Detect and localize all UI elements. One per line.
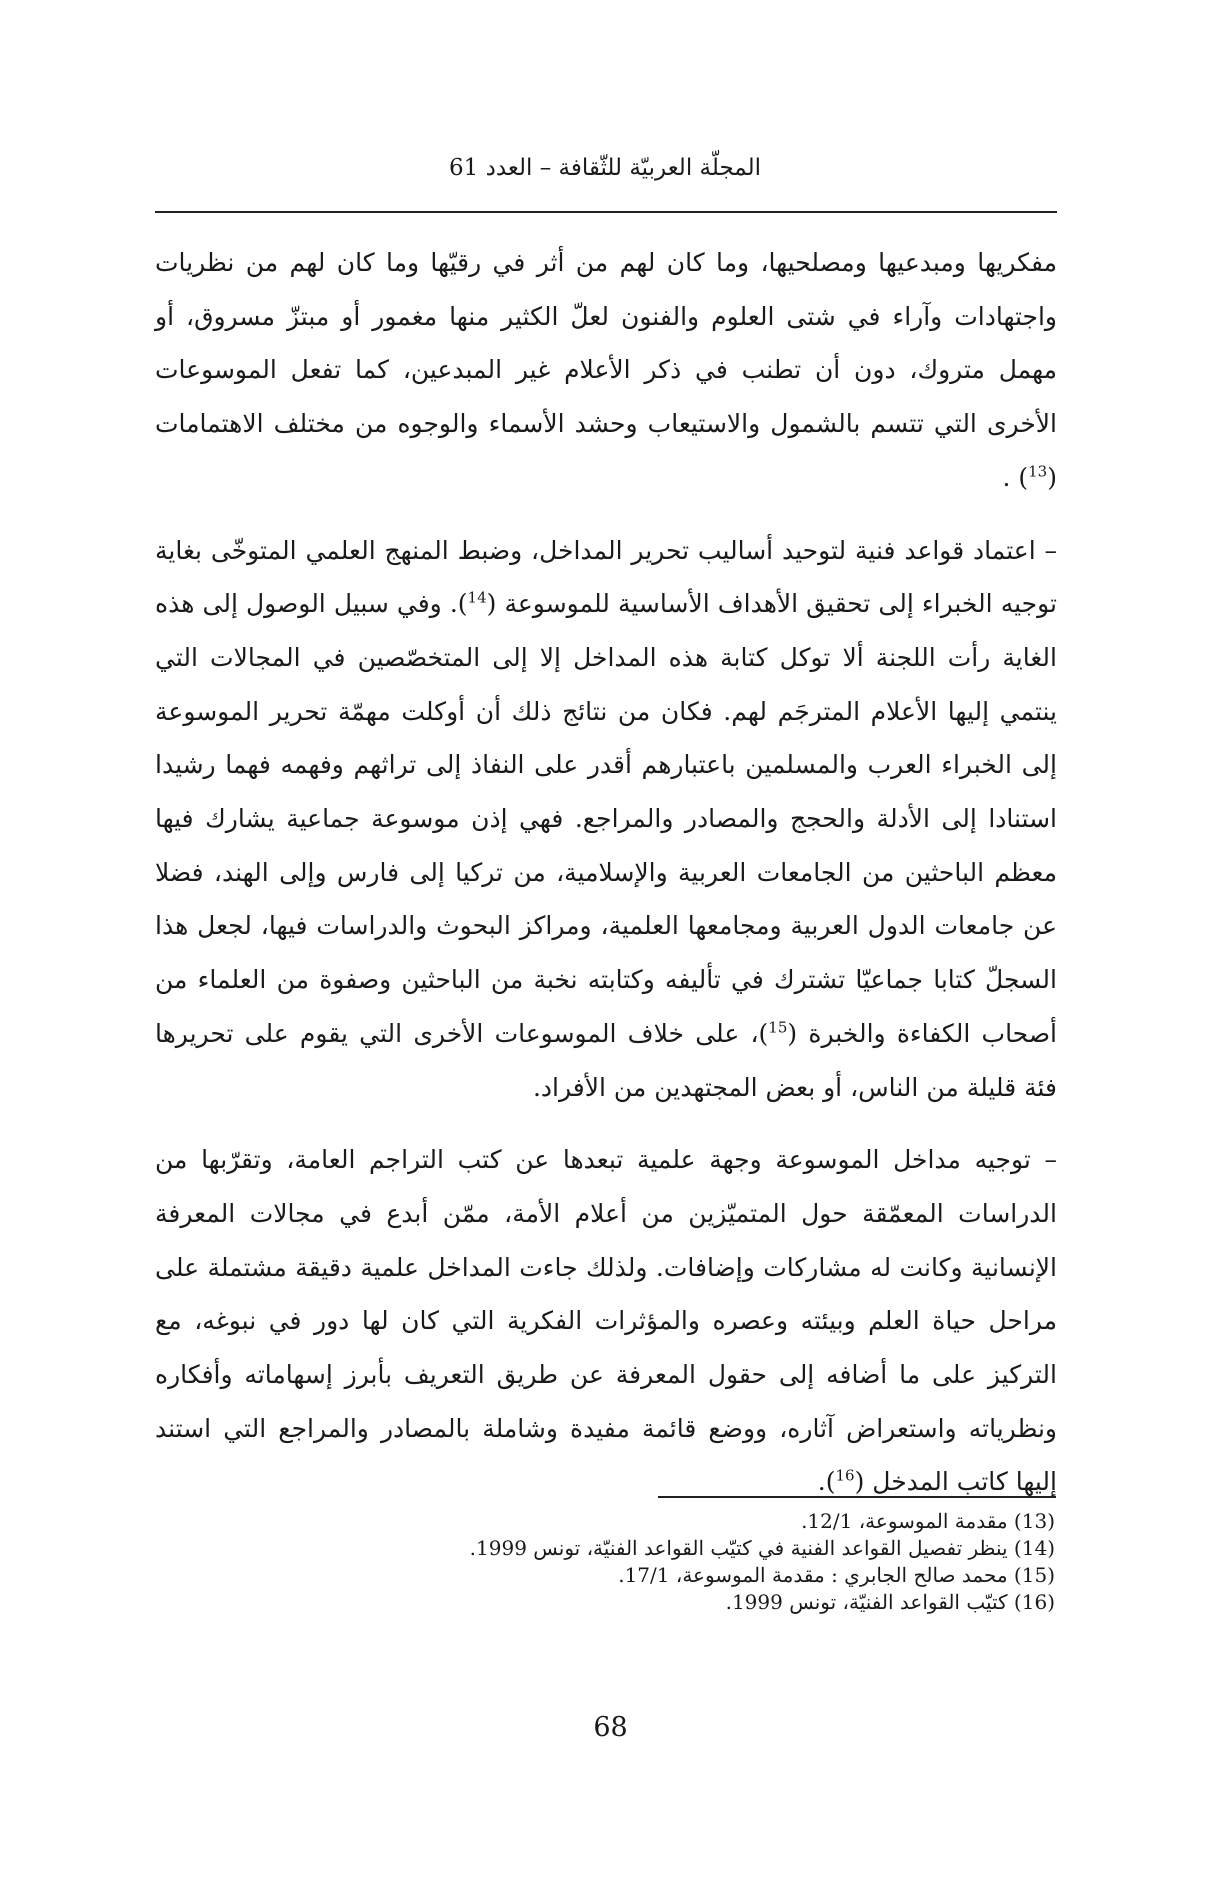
footnote-13: (13) مقدمة الموسوعة، 12/1. xyxy=(801,1509,1055,1533)
paragraph-1-text: مفكريها ومبدعيها ومصلحيها، وما كان لهم من أثر في رقيّها وما كان لهم من نظريات واجتهادات وآراء في شتى العلوم والفنون لعلّ الكثير منها مغمور أو مبتزّ مسروق، أو مهمل متروك، دون أن تطنب في ذكر الأعلام غير المبدعين، كما تفعل الموسوعات الأخرى التي تتسم بالشمول والاستيعاب وحشد الأسماء والوجوه من مختلف الاهتمامات ( xyxy=(155,248,1057,492)
footnote-16: (16) كتيّب القواعد الفنيّة، تونس 1999. xyxy=(725,1590,1055,1614)
paragraph-1-tail: ) . xyxy=(1002,462,1029,492)
footnotes xyxy=(155,1508,1055,1616)
footnote-divider xyxy=(658,1496,1056,1498)
paragraph-2-tail: )، على خلاف الموسوعات الأخرى التي يقوم على تحريرها فئة قليلة من الناس، أو بعض المجتهدين من الأفراد. xyxy=(155,1018,1057,1102)
header-divider xyxy=(155,211,1057,213)
paragraph-2-text: – اعتماد قواعد فنية لتوحيد أساليب تحرير المداخل، وضبط المنهج العلمي المتوخّى بغاية توجيه الخبراء إلى تحقيق الأهداف الأساسية للموسوعة ( xyxy=(155,535,1057,619)
paragraph-2 xyxy=(155,524,1057,1115)
paragraph-1 xyxy=(155,236,1057,505)
footnote-14: (14) ينظر تفصيل القواعد الفنية في كتيّب القواعد الفنيّة، تونس 1999. xyxy=(469,1536,1055,1560)
footnote-ref-14[interactable]: 14 xyxy=(467,588,487,607)
paragraph-3 xyxy=(155,1133,1057,1509)
footnote-ref-13[interactable]: 13 xyxy=(1028,462,1048,481)
footnote-ref-15[interactable]: 15 xyxy=(768,1018,788,1037)
paragraph-3-tail: ). xyxy=(817,1467,836,1497)
paragraph-3-text: – توجيه مداخل الموسوعة وجهة علمية تبعدها عن كتب التراجم العامة، وتقرّبها من الدراسات المعمّقة حول المتميّزين من أعلام الأمة، ممّن أبدع في مجالات المعرفة الإنسانية وكانت له مشاركات وإضافات. ولذلك جاءت المداخل علمية دقيقة مشتملة على مراحل حياة العلم وبيئته وعصره والمؤثرات الفكرية التي كان لها دور في نبوغه، مع التركيز على ما أضافه إلى حقول المعرفة عن طريق التعريف بأبرز إسهاماته وأفكاره ونظرياته واستعراض آثاره، ووضع قائمة مفيدة وشاملة بالمصادر والمراجع التي استند إليها كاتب المدخل ( xyxy=(155,1145,1057,1497)
page-number: 68 xyxy=(593,1712,628,1743)
paragraph-2-middle: ). وفي سبيل الوصول إلى هذه الغاية رأت اللجنة ألا توكل كتابة هذه المداخل إلا إلى المتخصّصين في المجالات التي ينتمي إليها الأعلام المترجَم لهم. فكان من نتائج ذلك أن أوكلت مهمّة تحرير الموسوعة إلى الخبراء العرب والمسلمين باعتبارهم أقدر على النفاذ إلى تراثهم وفهمه فهما رشيدا استنادا إلى الأدلة والحجج والمصادر والمراجع. فهي إذن موسوعة جماعية يشارك فيها معظم الباحثين من الجامعات العربية والإسلامية، من تركيا إلى فارس وإلى الهند، فضلا عن جامعات الدول العربية ومجامعها العلمية، ومراكز البحوث والدراسات فيها، لجعل هذا السجلّ كتابا جماعيّا تشترك في تأليفه وكتابته نخبة من الباحثين وصفوة من العلماء من أصحاب الكفاءة والخبرة ( xyxy=(155,589,1057,1048)
footnote-ref-16[interactable]: 16 xyxy=(835,1467,855,1486)
running-header: المجلّة العربيّة للثّقافة – العدد 61 xyxy=(448,155,762,181)
footnote-15: (15) محمد صالح الجابري : مقدمة الموسوعة، 17/1. xyxy=(618,1563,1055,1587)
main-body xyxy=(155,236,1057,1509)
